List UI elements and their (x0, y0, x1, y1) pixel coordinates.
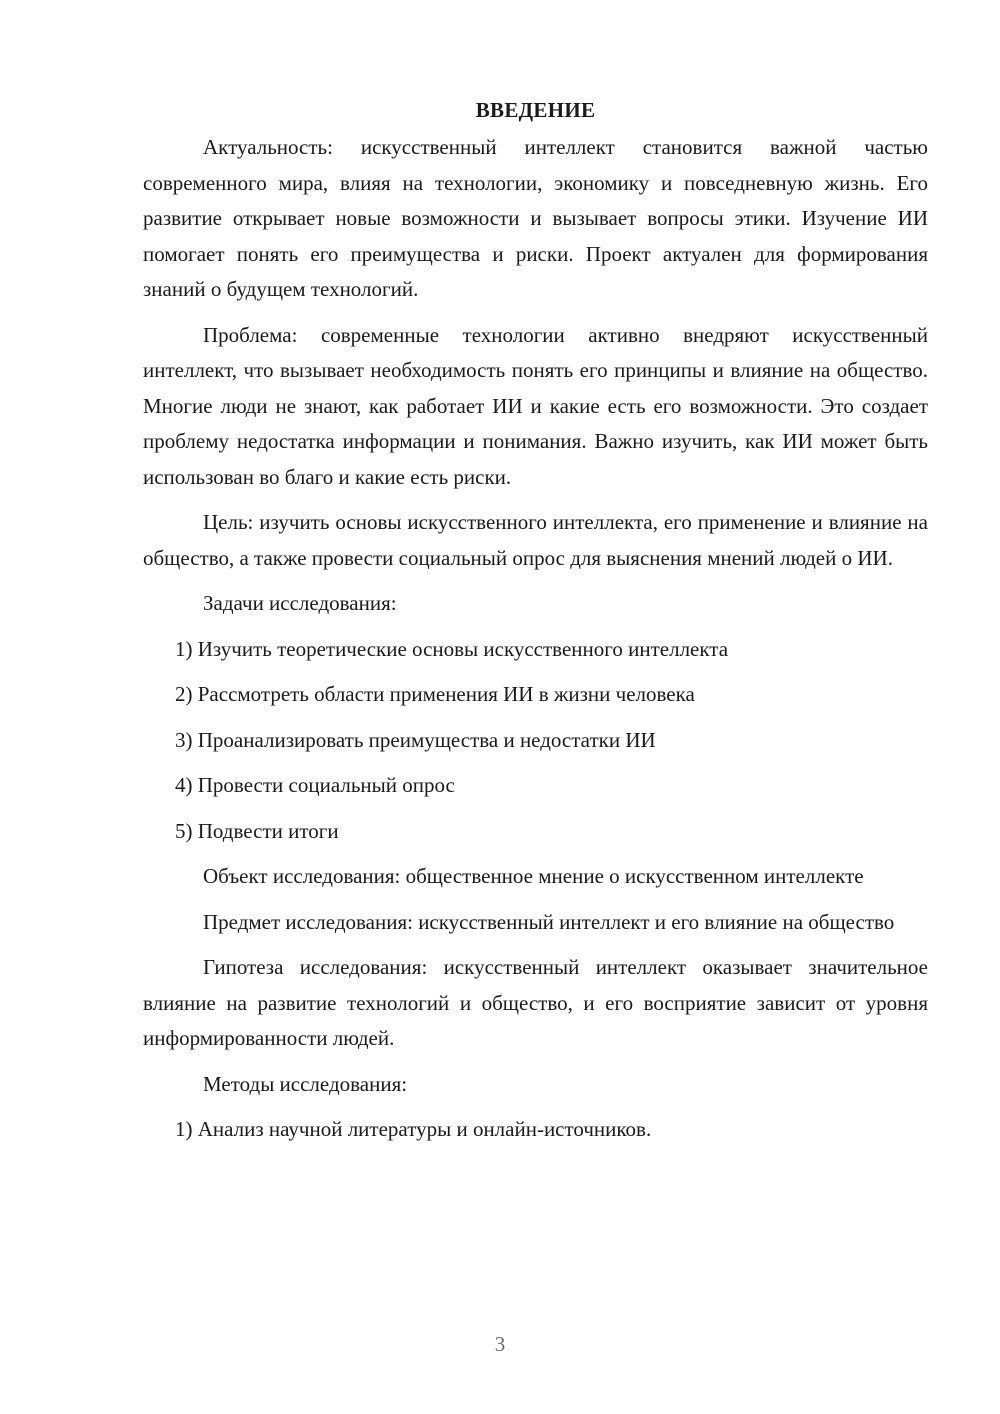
tasks-list (143, 632, 928, 850)
goal-paragraph: Цель: изучить основы искусственного интеллекта, его применение и влияние на общество, а также провести социальный опрос для выяснения мнений людей о ИИ. (143, 510, 928, 570)
relevance-paragraph: Актуальность: искусственный интеллект становится важной частью современного мира, влияя на технологии, экономику и повседневную жизнь. Его развитие открывает новые возможности и вызывает вопросы этики. Изучение ИИ помогает понять его преимущества и риски. Проект актуален для формирования знаний о будущем технологий. (143, 135, 928, 301)
subject-paragraph: Предмет исследования: искусственный интеллект и его влияние на общество (203, 909, 895, 934)
document-page (143, 90, 928, 1158)
object-paragraph: Объект исследования: общественное мнение о искусственном интеллекте (203, 864, 864, 888)
task-item: 1) Изучить теоретические основы искусственного интеллекта (175, 636, 729, 661)
task-item: 2) Рассмотреть области применения ИИ в жизни человека (175, 682, 695, 706)
page-number: 3 (494, 1332, 506, 1356)
problem-paragraph: Проблема: современные технологии активно внедряют искусственный интеллект, что вызывает необходимость понять его принципы и влияние на общество. Многие люди не знают, как работает ИИ и какие есть его возможности. Это создает проблему недостатка информации и понимания. Важно изучить, как ИИ может быть использован во благо и какие есть риски. (143, 322, 928, 489)
hypothesis-paragraph: Гипотеза исследования: искусственный интеллект оказывает значительное влияние на развитие технологий и общество, и его восприятие зависит от уровня информированности людей. (143, 955, 928, 1050)
methods-heading: Методы исследования: (203, 1071, 408, 1096)
task-item: 3) Проанализировать преимущества и недостатки ИИ (175, 727, 656, 752)
page-title: ВВЕДЕНИЕ (475, 98, 596, 122)
method-item: 1) Анализ научной литературы и онлайн-источников. (175, 1117, 652, 1141)
tasks-heading: Задачи исследования: (203, 591, 397, 615)
task-item: 4) Провести социальный опрос (175, 773, 455, 797)
methods-list (143, 1112, 928, 1148)
task-item: 5) Подвести итоги (175, 818, 339, 843)
